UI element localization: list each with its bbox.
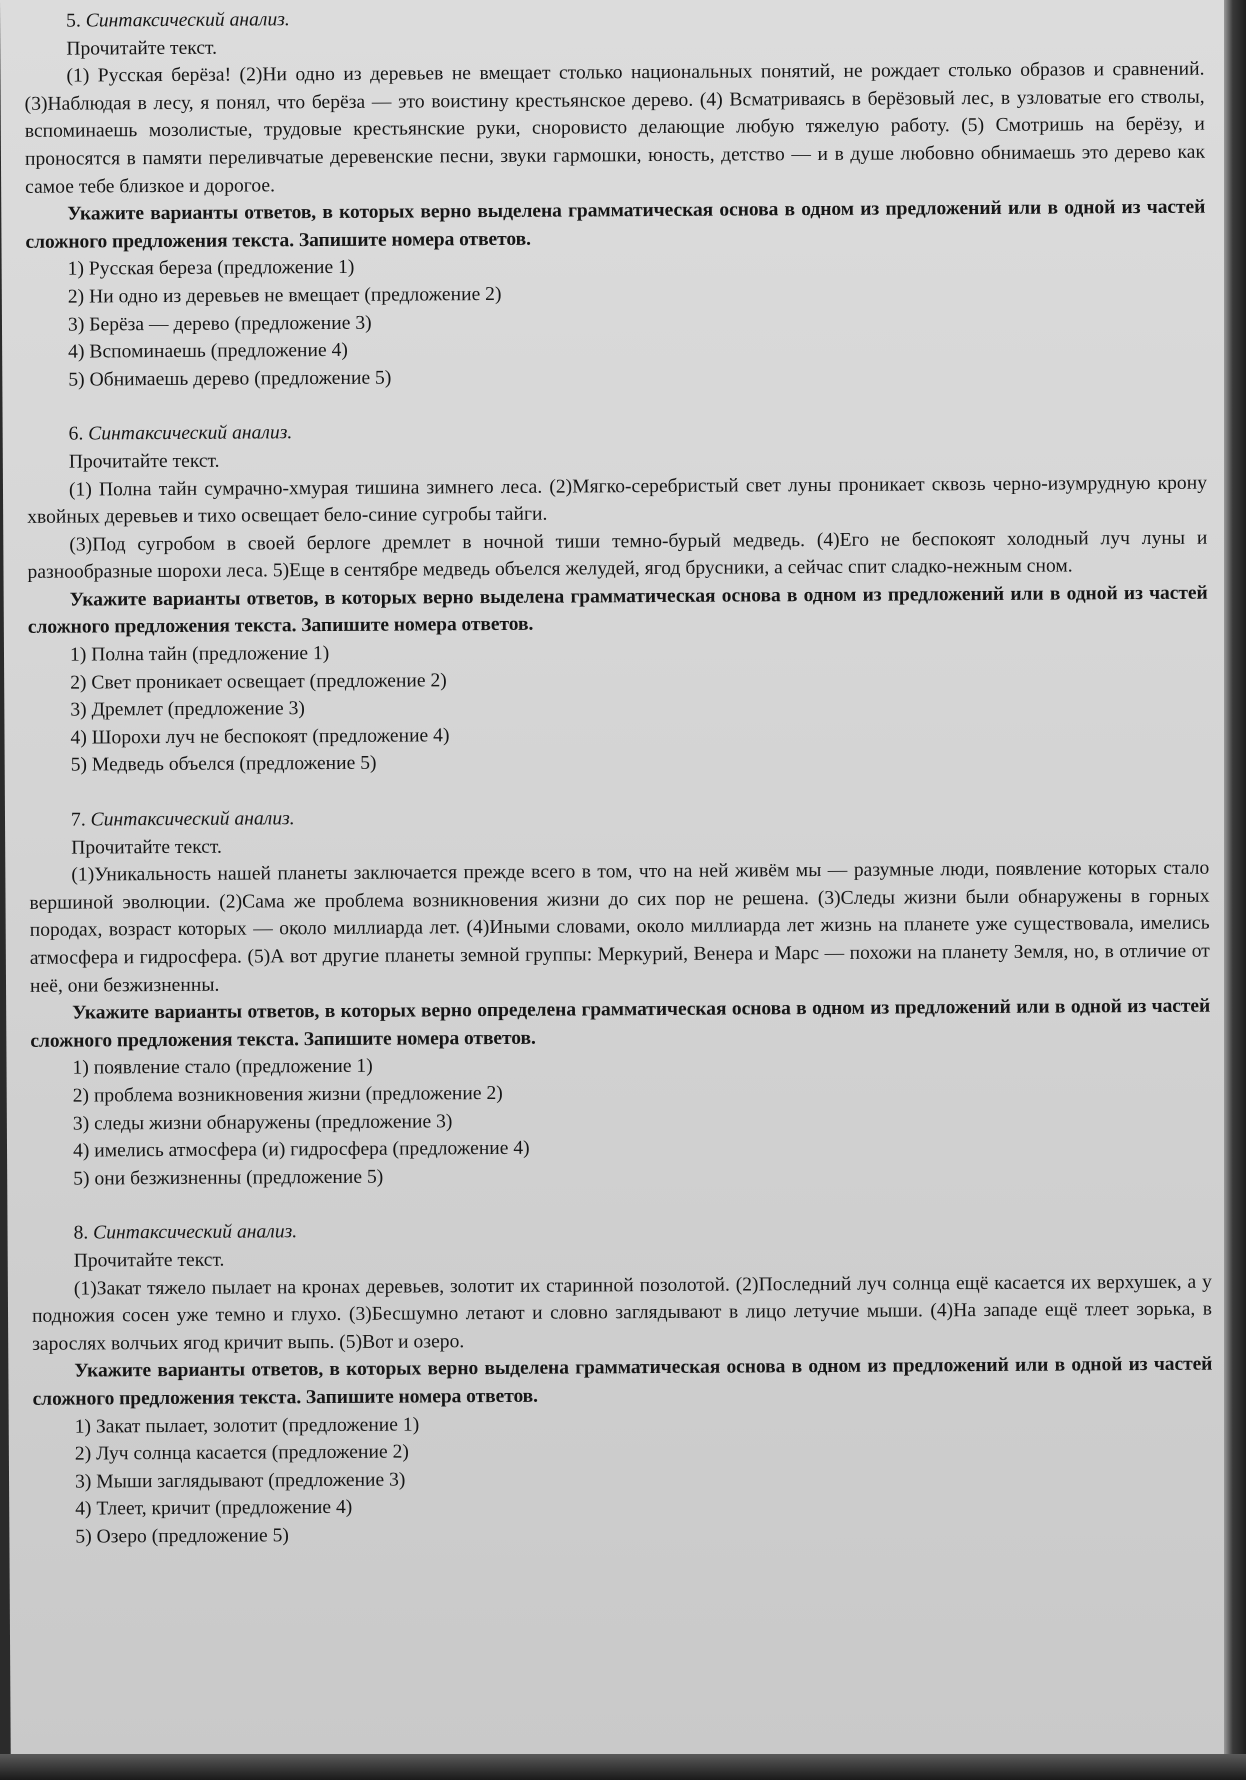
answer-option: 3) Мыши заглядывают (предложение 3)	[74, 1469, 406, 1493]
paper-shadow-edge	[1224, 0, 1246, 1780]
task-instruction: Укажите варианты ответов, в которых верно определена грамматическая основа в одном из предложений или в одной из частей сложного предложения текста. Запишите номера ответов.	[30, 995, 1211, 1052]
answer-option: 3) Дремлет (предложение 3)	[70, 698, 305, 721]
answer-option: 2) Ни одно из деревьев не вмещает (предложение 2)	[67, 283, 502, 308]
task-title: Синтаксический анализ.	[88, 422, 293, 445]
answer-option: 1) Закат пылает, золотит (предложение 1)	[74, 1413, 420, 1438]
answer-option: 3) Берёза — дерево (предложение 3)	[67, 312, 372, 336]
answer-option: 5) Озеро (предложение 5)	[75, 1525, 289, 1548]
task-instruction: Укажите варианты ответов, в которых верно выделена грамматическая основа в одном из предложений или в одной из частей сложного предложения текста. Запишите номера ответов.	[25, 196, 1206, 253]
answer-option: 2) проблема возникновения жизни (предложение 2)	[72, 1082, 503, 1107]
answer-option: 1) Полна тайн (предложение 1)	[69, 643, 330, 666]
read-prompt: Прочитайте текст.	[68, 450, 220, 473]
task-8	[31, 1213, 1213, 1551]
answer-option: 2) Луч солнца касается (предложение 2)	[74, 1441, 409, 1465]
answer-option: 5) Медведь объелся (предложение 5)	[70, 753, 377, 777]
task-6	[27, 414, 1209, 780]
task-text: (1) Полна тайн сумрачно-хмурая тишина зимнего леса. (2)Мягко-серебристый свет луны проникает сквозь черно-изумрудную крону хвойных деревьев и тихо освещает бело-синие сугробы тайги.	[27, 472, 1208, 528]
task-title: Синтаксический анализ.	[93, 1221, 298, 1244]
task-number: 5.	[66, 10, 81, 32]
task-text: (1)Закат тяжело пылает на кронах деревьев, золотит их старинной позолотой. (2)Последний луч солнца ещё касается их верхушек, а у подножия сосен уже темно и глухо. (3)Бесшумно летают и словно заглядывают в лицо летучие мыши. (4)На западе ещё тлеет зорька, в зарослях волчьих ягод кричит выпь. (5)Вот и озеро.	[31, 1271, 1213, 1355]
answer-option: 4) Шорохи луч не беспокоят (предложение 4)	[70, 725, 450, 749]
answer-option: 4) Вспоминаешь (предложение 4)	[68, 340, 348, 363]
answer-option: 5) они безжизненны (предложение 5)	[73, 1166, 384, 1190]
read-prompt: Прочитайте текст.	[66, 37, 218, 60]
task-title: Синтаксический анализ.	[85, 9, 290, 32]
answer-option: 1) появление стало (предложение 1)	[72, 1056, 373, 1079]
answer-option: 2) Свет проникает освещает (предложение 2)	[70, 669, 447, 694]
task-number: 6.	[68, 423, 84, 445]
answer-option: 4) имелись атмосфера (и) гидросфера (предложение 4)	[72, 1137, 530, 1162]
task-text: (1) Русская берёза! (2)Ни одно из деревьев не вмещает столько национальных понятий, не рождает столько образов и сравнений. (3)Наблюдая в лесу, я понял, что берёза — это воистину крестьянское дерево. (4) Всматриваясь в берёзовый лес, в узловатые его стволы, вспоминаешь мозолистые, трудовые крестьянские руки, сноровисто делающие любую тяжелую работу. (5) Смотришь на берёзу, и проносятся в памяти переливчатые деревенские песни, звуки гармошки, юность, детство — и в душе любовно обнимаешь это дерево как самое тебе близкое и дорогое.	[24, 58, 1206, 198]
task-number: 8.	[73, 1222, 89, 1244]
task-instruction: Укажите варианты ответов, в которых верно выделена грамматическая основа в одном из предложений или в одной из частей сложного предложения текста. Запишите номера ответов.	[27, 582, 1208, 639]
worksheet-content	[24, 1, 1213, 1552]
task-text: (1)Уникальность нашей планеты заключается прежде всего в том, что на ней живём мы — разумные люди, появление которых стало вершиной эволюции. (2)Сама же проблема возникновения жизни до сих пор не решена. (3)Следы жизни были обнаружены в горных породах, возраст которых — около миллиарда лет. (4)Иными словами, около миллиарда лет жизнь на планете уже существовала, имелись атмосфера и гидросфера. (5)А вот другие планеты земной группы: Меркурий, Венера и Марс — похожи на планету Земля, но, в отличие от неё, они безжизненны.	[29, 857, 1210, 997]
answer-option: 5) Обнимаешь дерево (предложение 5)	[68, 367, 392, 391]
read-prompt: Прочитайте текст.	[71, 836, 222, 859]
answer-option: 1) Русская береза (предложение 1)	[67, 257, 355, 280]
task-5	[24, 1, 1206, 395]
task-7	[29, 800, 1211, 1194]
paper-shadow-bottom	[0, 1754, 1246, 1780]
task-instruction: Укажите варианты ответов, в которых верно выделена грамматическая основа в одном из предложений или в одной из частей сложного предложения текста. Запишите номера ответов.	[32, 1353, 1213, 1410]
task-title: Синтаксический анализ.	[90, 808, 295, 831]
read-prompt: Прочитайте текст.	[73, 1249, 225, 1272]
answer-option: 4) Тлеет, кричит (предложение 4)	[75, 1497, 353, 1520]
answer-option: 3) следы жизни обнаружены (предложение 3)	[72, 1110, 453, 1135]
task-text-continued: (3)Под сугробом в своей берлоге дремлет в ночной тиши темно-бурый медведь. (4)Его не беспокоят холодный луч луны и разнообразные шорохи леса. 5)Еще в сентябре медведь объелся желудей, ягод брусники, а сейчас спит сладко-нежным сном.	[27, 527, 1208, 584]
task-number: 7.	[70, 809, 86, 831]
